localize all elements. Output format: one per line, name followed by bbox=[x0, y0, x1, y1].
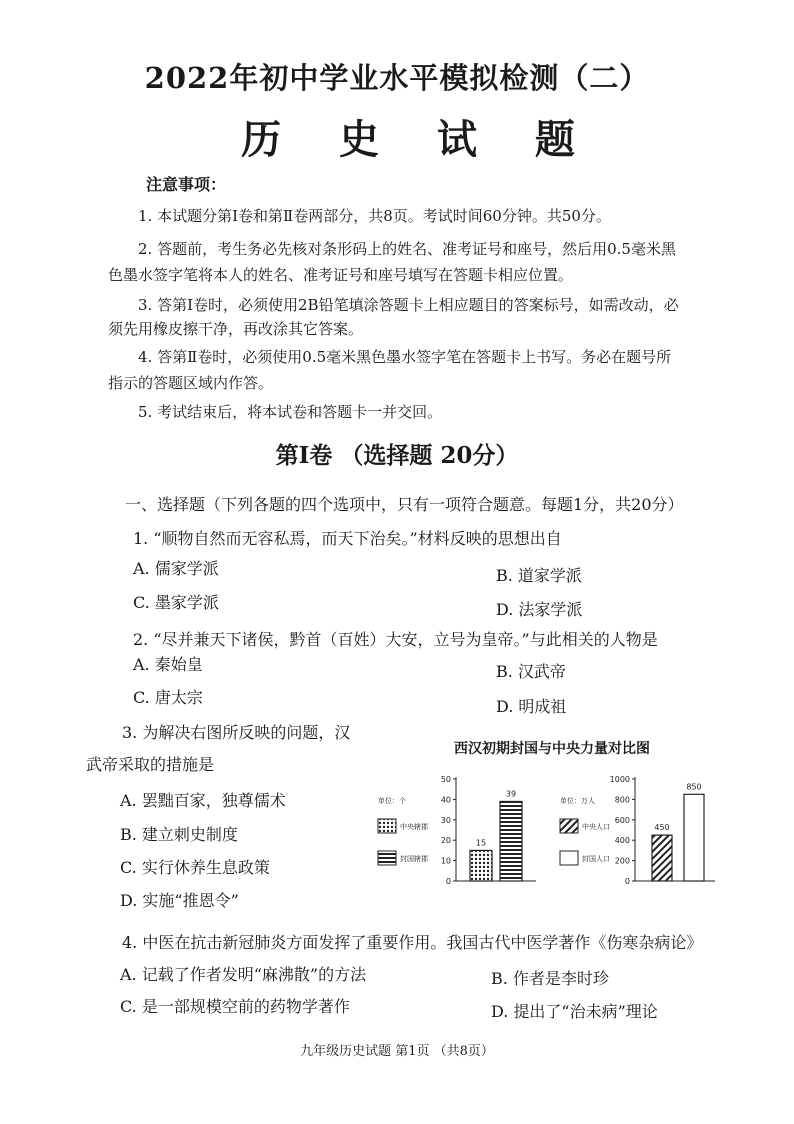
y-tick-label: 10 bbox=[440, 856, 451, 866]
option-d: D. 实施“推恩令” bbox=[120, 891, 239, 910]
legend-label: 中央人口 bbox=[582, 823, 610, 831]
y-tick-label: 1000 bbox=[609, 775, 630, 784]
note-line: 指示的答题区域内作答。 bbox=[108, 374, 274, 392]
data-label: 450 bbox=[654, 823, 670, 833]
y-tick-label: 30 bbox=[440, 815, 451, 825]
notes-heading: 注意事项： bbox=[146, 175, 227, 194]
y-tick-label: 0 bbox=[445, 877, 451, 886]
comparison-chart bbox=[370, 765, 730, 893]
legend-swatch bbox=[378, 851, 396, 865]
data-label: 39 bbox=[505, 789, 517, 799]
question-stem: 武帝采取的措施是 bbox=[86, 755, 215, 774]
note-line: 须先用橡皮擦干净，再改涂其它答案。 bbox=[108, 320, 364, 338]
legend-label: 封国人口 bbox=[582, 855, 610, 863]
option-c: C. 是一部规模空前的药物学著作 bbox=[120, 997, 350, 1016]
option-d: D. 明成祖 bbox=[496, 697, 567, 716]
option-b: B. 建立刺史制度 bbox=[120, 825, 238, 844]
legend-swatch bbox=[560, 819, 578, 833]
y-tick-label: 600 bbox=[614, 815, 630, 825]
section-title: 第Ⅰ卷 （选择题 20分） bbox=[275, 442, 519, 469]
option-a: A. 儒家学派 bbox=[133, 559, 219, 578]
bar bbox=[684, 794, 704, 881]
y-tick-label: 20 bbox=[440, 836, 451, 846]
option-d: D. 法家学派 bbox=[496, 600, 583, 619]
bar bbox=[500, 801, 522, 881]
question-stem: 3. 为解决右图所反映的问题，汉 bbox=[122, 723, 351, 742]
legend-label: 中央辖郡 bbox=[400, 823, 428, 831]
note-line: 2. 答题前，考生务必先核对条形码上的姓名、准考证号和座号，然后用0.5毫米黑 bbox=[138, 240, 676, 258]
legend-swatch bbox=[560, 851, 578, 865]
chart-title: 西汉初期封国与中央力量对比图 bbox=[454, 741, 650, 757]
option-a: A. 秦始皇 bbox=[133, 655, 203, 674]
unit-label: 单位：个 bbox=[378, 797, 406, 805]
note-line: 5. 考试结束后，将本试卷和答题卡一并交回。 bbox=[138, 403, 443, 421]
note-line: 4. 答第Ⅱ卷时，必须使用0.5毫米黑色墨水签字笔在答题卡上书写。务必在题号所 bbox=[138, 348, 672, 366]
data-label: 15 bbox=[475, 838, 487, 848]
option-a: A. 罢黜百家，独尊儒术 bbox=[120, 791, 286, 810]
option-d: D. 提出了“治未病”理论 bbox=[491, 1002, 658, 1021]
note-line: 1. 本试题分第Ⅰ卷和第Ⅱ卷两部分，共8页。考试时间60分钟。共50分。 bbox=[138, 207, 611, 225]
data-label: 850 bbox=[686, 782, 702, 792]
question-stem: 4. 中医在抗击新冠肺炎方面发挥了重要作用。我国古代中医学著作《伤寒杂病论》 bbox=[122, 933, 703, 952]
part-heading: 一、选择题（下列各题的四个选项中，只有一项符合题意。每题1分，共20分） bbox=[125, 495, 684, 514]
y-tick-label: 800 bbox=[614, 795, 630, 805]
y-tick-label: 40 bbox=[440, 795, 451, 805]
option-b: B. 作者是李时珍 bbox=[491, 969, 609, 988]
legend-swatch bbox=[378, 819, 396, 833]
option-c: C. 实行休养生息政策 bbox=[120, 858, 270, 877]
legend-label: 封国辖郡 bbox=[400, 855, 428, 863]
option-c: C. 唐太宗 bbox=[133, 688, 203, 707]
note-line: 色墨水签字笔将本人的姓名、准考证号和座号填写在答题卡相应位置。 bbox=[108, 266, 574, 284]
y-tick-label: 0 bbox=[624, 877, 630, 886]
question-stem: 1. “顺物自然而无容私焉，而天下治矣。”材料反映的思想出自 bbox=[133, 529, 562, 548]
bar bbox=[652, 835, 672, 881]
y-tick-label: 50 bbox=[440, 775, 451, 784]
question-stem: 2. “尽并兼天下诸侯，黔首（百姓）大安，立号为皇帝。”与此相关的人物是 bbox=[133, 630, 658, 649]
subject-title: 历 史 试 题 bbox=[241, 116, 597, 163]
note-line: 3. 答第Ⅰ卷时，必须使用2B铅笔填涂答题卡上相应题目的答案标号，如需改动，必 bbox=[138, 296, 679, 314]
y-tick-label: 200 bbox=[614, 856, 630, 866]
option-b: B. 汉武帝 bbox=[496, 662, 566, 681]
option-a: A. 记载了作者发明“麻沸散”的方法 bbox=[120, 965, 367, 984]
option-c: C. 墨家学派 bbox=[133, 593, 219, 612]
bar bbox=[470, 850, 492, 881]
y-tick-label: 400 bbox=[614, 836, 630, 846]
page-footer: 九年级历史试题 第1页 （共8页） bbox=[300, 1044, 494, 1059]
option-b: B. 道家学派 bbox=[496, 566, 582, 585]
exam-title: 2022年初中学业水平模拟检测（二） bbox=[144, 61, 650, 95]
unit-label: 单位：万人 bbox=[560, 797, 595, 805]
